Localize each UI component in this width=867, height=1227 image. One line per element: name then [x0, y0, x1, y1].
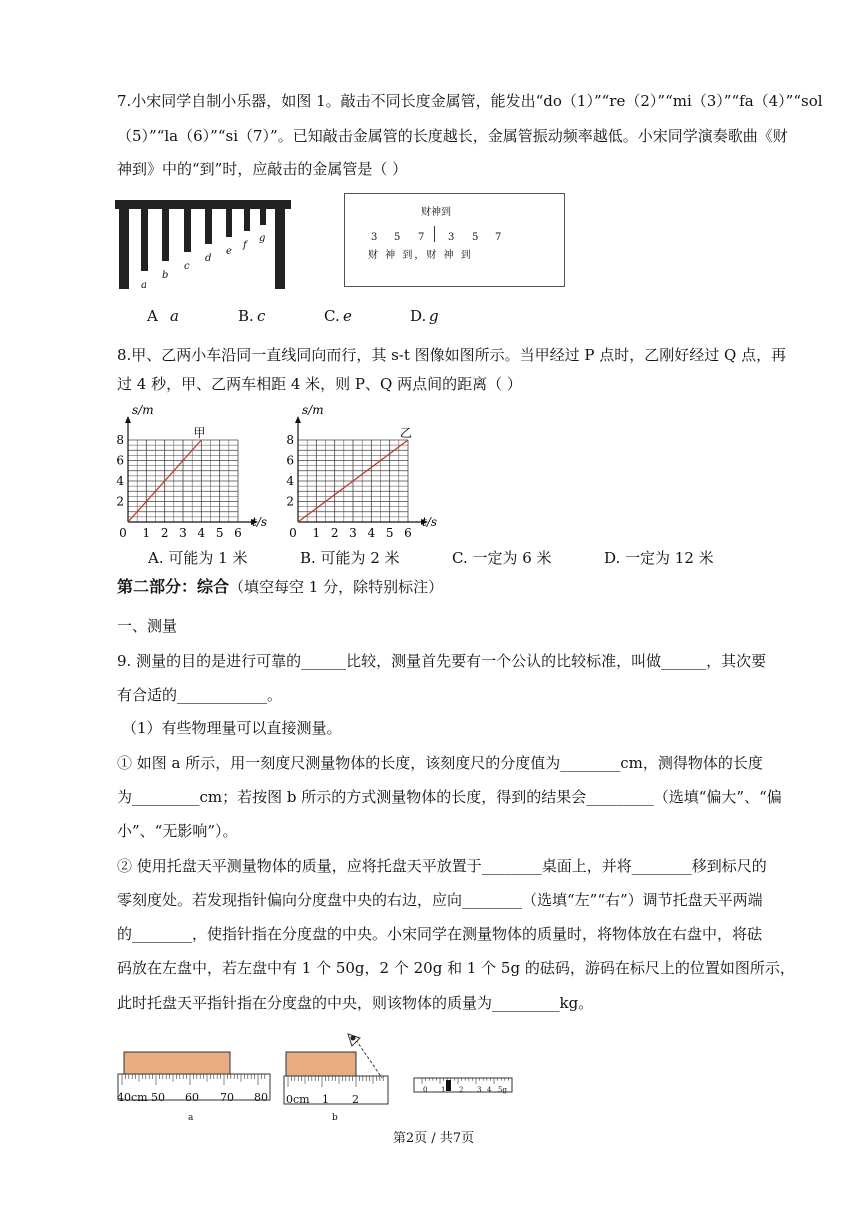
- beam-tick-3: 3: [477, 1086, 482, 1094]
- q8-stem-line2: 过 4 秒，甲、乙两车相距 4 米，则 P、Q 两点间的距离（ ）: [117, 375, 522, 393]
- ruler-b-tick-2: 2: [352, 1093, 359, 1106]
- q7-option-c-value: e: [343, 307, 352, 325]
- page-footer: 第2页 / 共7页: [392, 1131, 475, 1146]
- ruler-a-tick-70: 70: [220, 1091, 234, 1104]
- ruler-b-tick-0cm: 0cm: [286, 1093, 310, 1106]
- figure-b-caption: b: [332, 1113, 338, 1123]
- x-axis-label: t/s: [252, 515, 268, 529]
- section-measurement: 一、测量: [117, 617, 178, 635]
- q7-option-a-value: a: [170, 307, 179, 325]
- y-tick-label: 2: [116, 494, 124, 509]
- q9-circle2-line5: 此时托盘天平指针指在分度盘的中央，则该物体的质量为_________kg。: [117, 994, 594, 1012]
- beam-tick-5g: 5g: [498, 1086, 507, 1094]
- beam-tick-0: 0: [423, 1086, 428, 1094]
- beam-tick-1: 1: [441, 1086, 446, 1094]
- x-tick-label: 6: [234, 526, 242, 540]
- score-note-5: 5: [472, 232, 479, 243]
- y-tick-label: 2: [286, 494, 294, 509]
- part2-heading-line: [117, 577, 443, 597]
- tube-label-g: g: [259, 233, 266, 244]
- q7-option-a-letter: A: [147, 307, 158, 325]
- ruler-a-tick-50: 50: [151, 1091, 165, 1104]
- score-note-2: 5: [394, 232, 401, 243]
- y-tick-label: 4: [116, 474, 124, 488]
- q7-option-c-letter: C.: [324, 307, 340, 325]
- score-note-4: 3: [448, 232, 455, 243]
- y-tick-label: 6: [286, 453, 294, 468]
- ruler-a-tick-80: 80: [254, 1091, 268, 1104]
- y-axis-arrow: [125, 416, 131, 423]
- s-t-graph-yi: [282, 400, 452, 548]
- score-note-3: 7: [418, 232, 425, 243]
- x-tick-label: 3: [179, 526, 187, 540]
- x-tick-label: 3: [349, 526, 357, 540]
- x-tick-label: 5: [385, 526, 394, 540]
- x-tick-label: 5: [215, 526, 224, 540]
- x-tick-label: 4: [197, 526, 206, 540]
- series-name-label: 乙: [400, 426, 413, 440]
- q8-option-d: D. 一定为 12 米: [604, 549, 714, 567]
- q7-stem-line3: 神到》中的“到”时，应敲击的金属管是（ ）: [117, 160, 408, 178]
- series-name-label: 甲: [193, 426, 206, 440]
- q7-option-b-letter: B.: [238, 307, 254, 325]
- q8-option-c: C. 一定为 6 米: [452, 549, 552, 567]
- ruler-a-tick-40cm: 40cm: [117, 1091, 148, 1104]
- q9-stem-line2: 有合适的____________。: [117, 686, 283, 704]
- tube-label-a: a: [141, 280, 147, 291]
- ruler-a-tick-60: 60: [185, 1091, 199, 1104]
- s-t-graph-jia: [112, 400, 282, 548]
- q7-option-b-value: c: [257, 307, 266, 325]
- q9-circle1-line2: 为_________cm；若按图 b 所示的方式测量物体的长度，得到的结果会_________（选填“偏大”、“偏: [117, 788, 782, 806]
- y-tick-label: 4: [286, 474, 294, 488]
- y-tick-label: 8: [286, 433, 294, 447]
- x-axis-label: t/s: [422, 515, 438, 529]
- q7-option-d-value: g: [429, 307, 439, 325]
- beam-tick-2: 2: [459, 1086, 464, 1094]
- q9-circle2-line4: 码放在左盘中，若左盘中有 1 个 50g，2 个 20g 和 1 个 5g 的砝码，游码在标尺上的位置如图所示，: [117, 959, 795, 977]
- part2-note: （填空每空 1 分，除特别标注）: [229, 578, 444, 596]
- x-tick-label: 1: [142, 526, 151, 540]
- q7-stem-line2: （5）”“la（6）”“si（7）”。已知敲击金属管的长度越长，金属管振动频率越低。小宋同学演奏歌曲《财: [117, 127, 788, 145]
- q8-option-a: A. 可能为 1 米: [148, 549, 248, 567]
- tube-label-c: c: [184, 261, 190, 272]
- q9-circle2-line1: ② 使用托盘天平测量物体的质量，应将托盘天平放置于________桌面上，并将________移到标尺的: [117, 857, 767, 875]
- score-note-6: 7: [495, 232, 502, 243]
- x-tick-label: 4: [367, 526, 376, 540]
- x-tick-label: 2: [330, 526, 339, 540]
- y-axis-label: s/m: [132, 403, 154, 417]
- q9-sub1: （1）有些物理量可以直接测量。: [122, 719, 342, 737]
- beam-tick-4: 4: [487, 1086, 492, 1094]
- q9-circle2-line3: 的________，使指针指在分度盘的中央。小宋同学在测量物体的质量时，将物体放在右盘中，将砝: [117, 925, 763, 943]
- q7-option-d-letter: D.: [410, 307, 427, 325]
- x-tick-label: 2: [160, 526, 169, 540]
- figure-a-caption: a: [188, 1113, 194, 1123]
- y-tick-label: 6: [116, 453, 124, 468]
- x-tick-label: 0: [289, 526, 297, 540]
- y-axis-arrow: [295, 416, 301, 423]
- q9-circle1-line1: ① 如图 a 所示，用一刻度尺测量物体的长度，该刻度尺的分度值为________cm，测得物体的长度: [117, 754, 763, 772]
- q8-option-b: B. 可能为 2 米: [300, 549, 400, 567]
- x-tick-label: 6: [404, 526, 412, 540]
- x-tick-label: 1: [312, 526, 321, 540]
- tube-label-e: e: [226, 246, 232, 257]
- score-lyrics: 财 神 到，财 神 到: [368, 250, 473, 261]
- q9-circle1-line3: 小”、“无影响”）。: [117, 822, 238, 840]
- score-barline: [434, 226, 435, 242]
- ruler-b-tick-1: 1: [322, 1093, 329, 1106]
- y-axis-label: s/m: [302, 403, 324, 417]
- tube-label-b: b: [162, 270, 169, 281]
- score-note-1: 3: [371, 232, 378, 243]
- y-tick-label: 8: [116, 433, 124, 447]
- q9-circle2-line2: 零刻度处。若发现指针偏向分度盘中央的右边，应向________（选填“左”“右”）调节托盘天平两端: [117, 891, 763, 909]
- q8-stem-line1: 8.甲、乙两小车沿同一直线同向而行，其 s-t 图像如图所示。当甲经过 P 点时，乙刚好经过 Q 点，再: [117, 346, 787, 364]
- score-title: 财神到: [421, 207, 451, 218]
- part2-heading: 第二部分：综合: [117, 577, 230, 596]
- tube-label-f: f: [243, 240, 247, 251]
- x-tick-label: 0: [119, 526, 127, 540]
- q7-stem-line1: 7.小宋同学自制小乐器，如图 1。敲击不同长度金属管，能发出“do（1）”“re（2）”“mi（3）”“fa（4）”“sol: [117, 92, 823, 110]
- q9-stem-line1: 9. 测量的目的是进行可靠的______比较，测量首先要有一个公认的比较标准，叫做______，其次要: [117, 652, 767, 670]
- tube-label-d: d: [205, 253, 212, 264]
